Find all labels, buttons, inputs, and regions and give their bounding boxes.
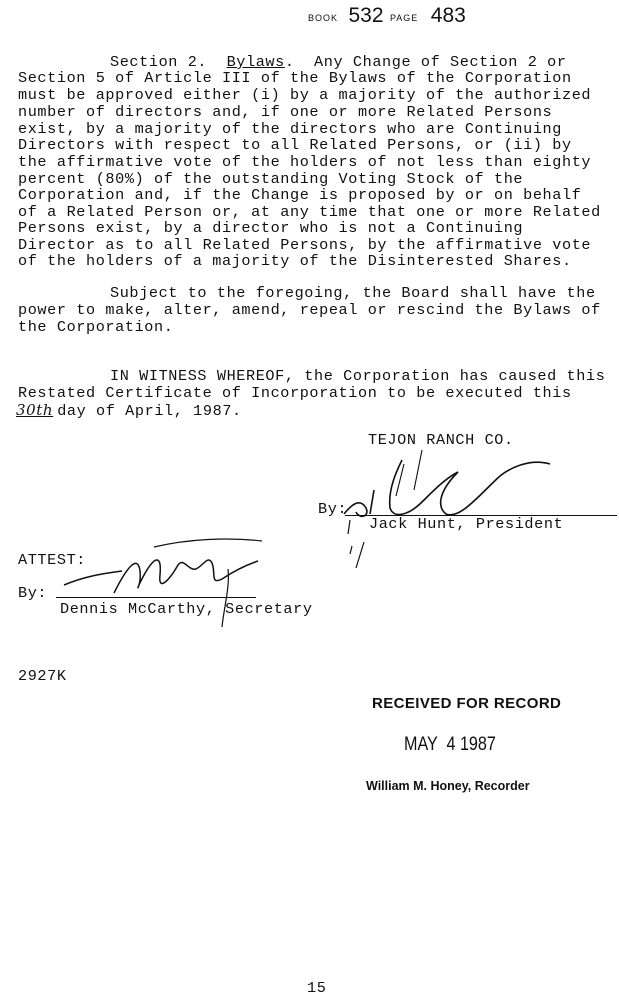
section-2-line: Corporation and, if the Change is proposed by or on behalf [18,186,582,204]
witness-line-2: Restated Certificate of Incorporation to be executed this [18,384,572,402]
foregoing-line: the Corporation. [18,318,174,336]
attest-by-label: By: [18,584,48,602]
foregoing-line: power to make, alter, amend, repeal or rescind the Bylaws of [18,301,601,319]
section-2-line: Director as to all Related Persons, by the affirmative vote [18,236,592,254]
foregoing-line: Subject to the foregoing, the Board shall have the [110,284,596,302]
section-2-prefix: Section 2. [110,53,208,71]
section-2-first-line: Section 2. Bylaws. Any Change of Section 2 or [110,53,567,71]
section-2-line: of a Related Person or, at any time that one or more Related [18,203,601,221]
witness-line-3-rest: day of April, 1987. [57,402,242,420]
company-name: TEJON RANCH CO. [368,431,514,449]
book-label: BOOK [308,12,339,23]
section-2-line: Persons exist, by a director who is not a Continuing [18,219,524,237]
section-2-line: the affirmative vote of the holders of not less than eighty [18,153,592,171]
section-2-line: must be approved either (i) by a majority of the authorized [18,86,592,104]
secretary-signature [58,535,268,635]
section-2-line: of the holders of a majority of the Disinterested Shares. [18,252,572,270]
section-2-title: Bylaws [226,53,285,71]
section-2-line: number of directors and, if one or more Related Persons [18,103,553,121]
company-by-label: By: [318,500,348,518]
witness-line-1: IN WITNESS WHEREOF, the Corporation has caused this [110,367,606,385]
page-number: 483 [430,4,466,27]
book-number: 532 [348,4,384,27]
record-date: MAY 4 1987 [404,734,496,755]
witness-line-3 [16,401,242,420]
page-number-footer: 15 [307,979,327,997]
received-for-record: RECEIVED FOR RECORD [372,695,562,712]
attest-signer: Dennis McCarthy, Secretary [60,600,313,618]
company-signer: Jack Hunt, President [369,515,564,533]
section-2-line: exist, by a majority of the directors who are Continuing [18,120,562,138]
handwritten-day: 30th [16,401,54,419]
section-2-line: percent (80%) of the outstanding Voting Stock of the [18,170,524,188]
page-label: PAGE [389,12,419,23]
president-signature [330,450,570,575]
recorder-name: William M. Honey, Recorder [366,779,530,793]
document-code: 2927K [18,667,67,685]
book-page-stamp [308,4,466,28]
section-2-line-0: Any Change of Section 2 or [314,53,567,71]
attest-label: ATTEST: [18,551,86,569]
section-2-line: Section 5 of Article III of the Bylaws of the Corporation [18,69,572,87]
section-2-line: Directors with respect to all Related Persons, or (ii) by [18,136,572,154]
